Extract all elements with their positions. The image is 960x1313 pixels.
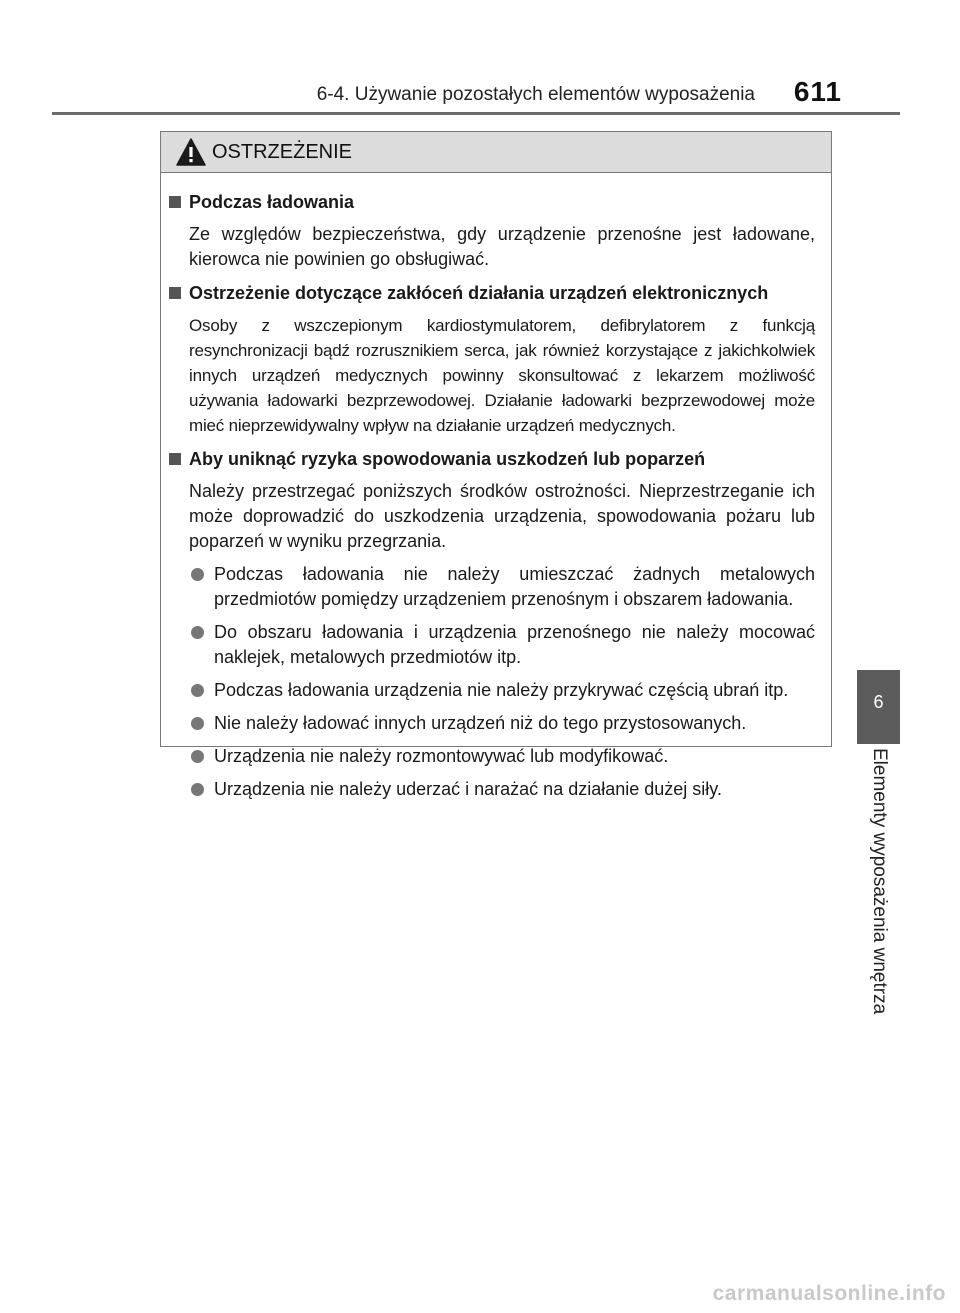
- list-item-text: Podczas ładowania urządzenia nie należy przykrywać częścią ubrań itp.: [214, 680, 789, 700]
- section-heading-text: Ostrzeżenie dotyczące zakłóceń działania urządzeń elektronicznych: [189, 283, 769, 303]
- square-bullet-icon: [169, 453, 181, 465]
- chapter-side-label-text: Elementy wyposażenia wnętrza: [869, 748, 890, 1015]
- warning-triangle-icon: [176, 138, 206, 166]
- chapter-tab-number: 6: [873, 692, 884, 712]
- square-bullet-icon: [169, 287, 181, 299]
- circle-bullet-icon: [191, 783, 204, 796]
- chapter-tab: [857, 670, 900, 744]
- list-item-text: Nie należy ładować innych urządzeń niż do tego przystosowanych.: [214, 713, 747, 733]
- list-item: [189, 620, 815, 670]
- list-item: [189, 562, 815, 612]
- section-paragraph: Osoby z wszczepionym kardiostymulatorem, defibrylatorem z funkcją resynchronizacji bądź rozrusznikiem serca, jak również korzystające z jakichkolwiek innych urządzeń medycznych powinny skonsultować z lekarzem możliwość używania ładowarki bezprzewodowej. Działanie ładowarki bezprzewodowej może mieć nieprzewidywalny wpływ na działanie urządzeń medycznych.: [189, 316, 815, 435]
- list-item-text: Podczas ładowania nie należy umieszczać żadnych metalowych przedmiotów pomiędzy urządzeniem przenośnym i obszarem ładowania.: [214, 564, 815, 609]
- running-header-title: 6-4. Używanie pozostałych elementów wyposażenia: [316, 84, 755, 105]
- warning-box: [160, 131, 832, 799]
- section-heading: [167, 190, 815, 214]
- section-heading: [167, 447, 815, 471]
- warning-title: OSTRZEŻENIE: [212, 140, 353, 163]
- list-item: [189, 744, 815, 769]
- page-number: 611: [793, 76, 842, 107]
- section-heading: [167, 281, 815, 305]
- list-item: [189, 678, 815, 703]
- section-paragraph: Ze względów bezpieczeństwa, gdy urządzenie przenośne jest ładowane, kierowca nie powinien go obsługiwać.: [189, 224, 815, 269]
- circle-bullet-icon: [191, 626, 204, 639]
- header-rule: [52, 112, 900, 115]
- warning-content: [161, 173, 831, 802]
- circle-bullet-icon: [191, 684, 204, 697]
- circle-bullet-icon: [191, 750, 204, 763]
- section-heading-text: Podczas ładowania: [189, 192, 355, 212]
- section-heading-text: Aby uniknąć ryzyka spowodowania uszkodzeń lub poparzeń: [189, 449, 706, 469]
- section-paragraph: Należy przestrzegać poniższych środków ostrożności. Nieprzestrzeganie ich może doprowadzić do uszkodzenia urządzenia, spowodowania pożaru lub poparzeń w wyniku przegrzania.: [189, 481, 815, 551]
- list-item-text: Do obszaru ładowania i urządzenia przenośnego nie należy mocować naklejek, metalowych przedmiotów itp.: [214, 622, 815, 667]
- list-item-text: Urządzenia nie należy rozmontowywać lub modyfikować.: [214, 746, 669, 766]
- list-item: [189, 711, 815, 736]
- list-item: [189, 777, 815, 802]
- list-item-text: Urządzenia nie należy uderzać i narażać na działanie dużej siły.: [214, 779, 722, 799]
- circle-bullet-icon: [191, 568, 204, 581]
- watermark: carmanualsonline.info: [712, 1282, 946, 1305]
- warning-header: [161, 132, 831, 173]
- circle-bullet-icon: [191, 717, 204, 730]
- square-bullet-icon: [169, 196, 181, 208]
